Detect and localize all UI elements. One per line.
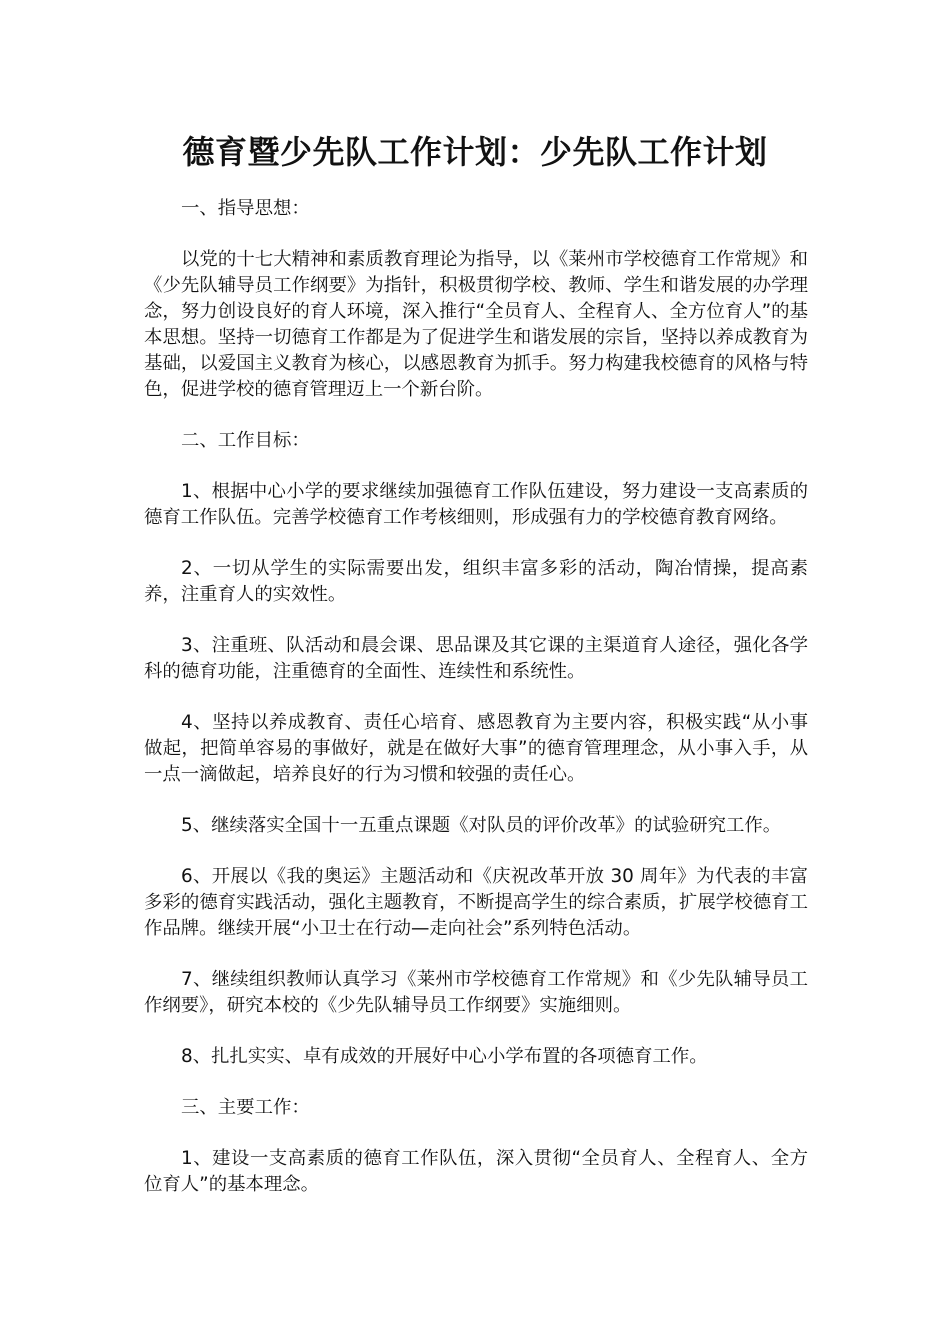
goal-item-7: 7、继续组织教师认真学习《莱州市学校德育工作常规》和《少先队辅导员工作纲要》，研究本校的《少先队辅导员工作纲要》实施细则。 xyxy=(144,969,808,1016)
paragraph-guiding-ideology: 以党的十七大精神和素质教育理论为指导，以《莱州市学校德育工作常规》和《少先队辅导员工作纲要》为指针，积极贯彻学校、教师、学生和谐发展的办学理念，努力创设良好的育人环境，深入推行“全员育人、全程育人、全方位育人”的基本思想。坚持一切德育工作都是为了促进学生和谐发展的宗旨，坚持以养成教育为基础，以爱国主义教育为核心，以感恩教育为抓手。努力构建我校德育的风格与特色，促进学校的德育管理迈上一个新台阶。 xyxy=(144,249,808,400)
section-heading-work-goals: 二、工作目标： xyxy=(181,430,310,451)
document-title: 德育暨少先队工作计划：少先队工作计划 xyxy=(182,133,768,171)
goal-item-8: 8、扎扎实实、卓有成效的开展好中心小学布置的各项德育工作。 xyxy=(181,1046,708,1067)
goal-item-1: 1、根据中心小学的要求继续加强德育工作队伍建设，努力建设一支高素质的德育工作队伍。完善学校德育工作考核细则，形成强有力的学校德育教育网络。 xyxy=(144,481,808,528)
section-heading-guiding-ideology: 一、指导思想： xyxy=(181,198,310,219)
main-work-item-1: 1、建设一支高素质的德育工作队伍，深入贯彻“全员育人、全程育人、全方位育人”的基本理念。 xyxy=(144,1148,808,1195)
goal-item-6: 6、开展以《我的奥运》主题活动和《庆祝改革开放 30 周年》为代表的丰富多彩的德育实践活动，强化主题教育，不断提高学生的综合素质，扩展学校德育工作品牌。继续开展“小卫士在行动—走向社会”系列特色活动。 xyxy=(144,866,808,939)
goal-item-3: 3、注重班、队活动和晨会课、思品课及其它课的主渠道育人途径，强化各学科的德育功能，注重德育的全面性、连续性和系统性。 xyxy=(144,635,808,682)
section-heading-main-work: 三、主要工作： xyxy=(181,1097,310,1118)
goal-item-5: 5、继续落实全国十一五重点课题《对队员的评价改革》的试验研究工作。 xyxy=(181,815,782,836)
document-body xyxy=(144,196,808,1223)
goal-item-2: 2、一切从学生的实际需要出发，组织丰富多彩的活动，陶冶情操，提高素养，注重育人的实效性。 xyxy=(144,558,808,605)
goal-item-4: 4、坚持以养成教育、责任心培育、感恩教育为主要内容，积极实践“从小事做起，把简单容易的事做好，就是在做好大事”的德育管理理念，从小事入手，从一点一滴做起，培养良好的行为习惯和较强的责任心。 xyxy=(144,712,808,785)
